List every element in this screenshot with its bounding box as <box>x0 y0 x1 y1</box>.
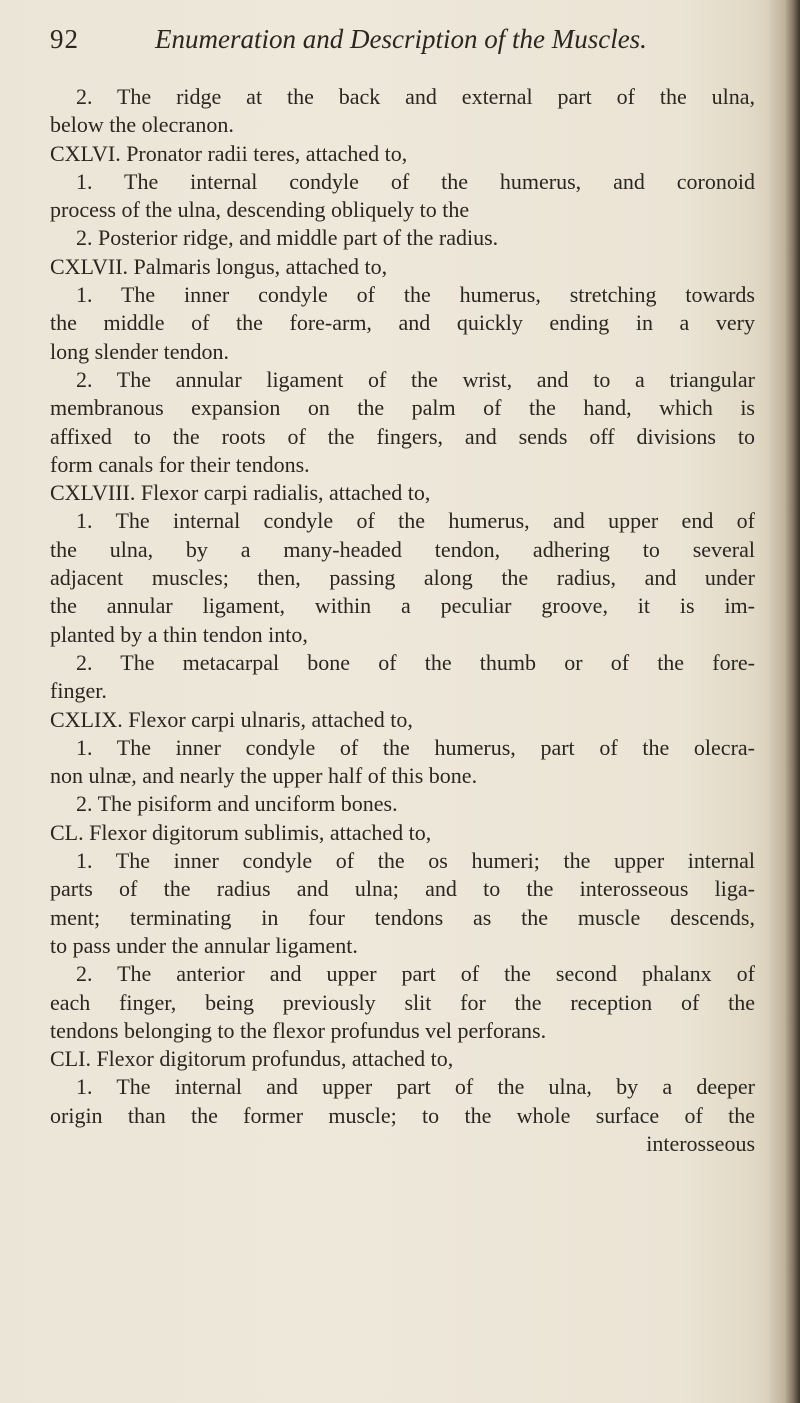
text-line: 2. The metacarpal bone of the thumb or of the fore- <box>76 649 755 675</box>
text-line: origin than the former muscle; to the whole surface of the <box>50 1102 755 1128</box>
page-header <box>50 24 750 72</box>
text-line: CXLVI. Pronator radii teres, attached to, <box>50 140 408 166</box>
text-line: process of the ulna, descending obliquely to the <box>50 197 470 223</box>
text-line: 2. The annular ligament of the wrist, and to a triangular <box>76 366 755 392</box>
text-line: CXLVII. Palmaris longus, attached to, <box>50 253 388 279</box>
page-number: 92 <box>50 24 79 54</box>
text-line: parts of the radius and ulna; and to the interosseous liga- <box>50 876 755 902</box>
text-line: CXLIX. Flexor carpi ulnaris, attached to, <box>50 706 413 732</box>
text-line: form canals for their tendons. <box>50 451 310 477</box>
text-line: finger. <box>50 678 107 704</box>
text-line: interosseous <box>646 1130 755 1156</box>
text-line: 1. The internal condyle of the humerus, and upper end of <box>76 508 755 534</box>
text-line: tendons belonging to the flexor profundus vel perforans. <box>50 1017 547 1043</box>
text-line: 1. The internal and upper part of the ulna, by a deeper <box>76 1074 755 1100</box>
text-line: non ulnæ, and nearly the upper half of this bone. <box>50 763 478 789</box>
text-line: each finger, being previously slit for the reception of the <box>50 989 755 1015</box>
text-line: 2. Posterior ridge, and middle part of the radius. <box>76 225 499 251</box>
text-line: 2. The ridge at the back and external part of the ulna, <box>76 84 755 109</box>
text-line: 1. The internal condyle of the humerus, and coronoid <box>76 168 755 194</box>
text-line: 1. The inner condyle of the os humeri; the upper internal <box>76 848 755 874</box>
text-line: 2. The anterior and upper part of the second phalanx of <box>76 961 755 987</box>
body-text <box>50 83 755 1158</box>
text-line: CLI. Flexor digitorum profundus, attached to, <box>50 1046 454 1072</box>
text-line: affixed to the roots of the fingers, and sends off divisions to <box>50 423 755 449</box>
running-title: Enumeration and Description of the Muscles. <box>155 24 647 54</box>
text-line: ment; terminating in four tendons as the muscle descends, <box>50 904 755 930</box>
text-line: adjacent muscles; then, passing along the radius, and under <box>50 565 755 591</box>
text-line: long slender tendon. <box>50 338 230 364</box>
text-line: planted by a thin tendon into, <box>50 621 308 647</box>
text-line: the ulna, by a many-headed tendon, adhering to several <box>50 536 755 562</box>
text-line: the annular ligament, within a peculiar groove, it is im- <box>50 593 755 619</box>
text-line: the middle of the fore-arm, and quickly ending in a very <box>50 310 755 336</box>
text-line: CXLVIII. Flexor carpi radialis, attached to, <box>50 480 431 506</box>
text-line: 1. The inner condyle of the humerus, stretching towards <box>76 282 755 308</box>
text-line: 1. The inner condyle of the humerus, part of the olecra- <box>76 734 755 760</box>
text-line: membranous expansion on the palm of the hand, which is <box>50 395 755 421</box>
text-line: to pass under the annular ligament. <box>50 932 358 958</box>
page-gutter-shadow <box>766 0 800 1403</box>
text-line: CL. Flexor digitorum sublimis, attached to, <box>50 819 432 845</box>
text-line: below the olecranon. <box>50 112 234 138</box>
text-line: 2. The pisiform and unciform bones. <box>76 791 398 817</box>
